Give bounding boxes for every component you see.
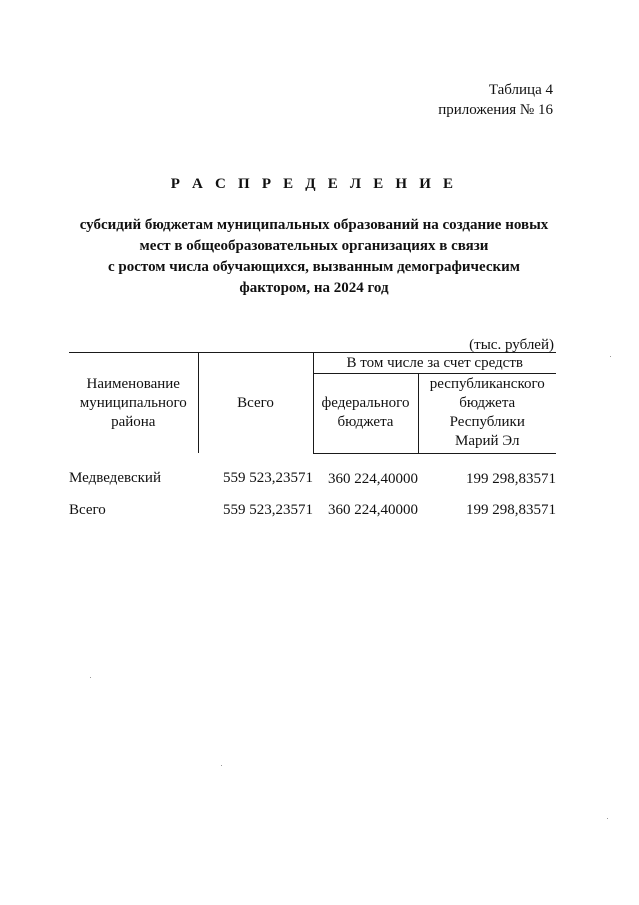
- header-republic-budget: республиканского бюджета Республики Марий Эл: [418, 374, 556, 453]
- scan-speck: [90, 677, 91, 678]
- cell-republic: 199 298,83571: [466, 501, 556, 518]
- annex-appendix-number: приложения № 16: [438, 102, 553, 118]
- subtitle-line: с ростом числа обучающихся, вызванным демографическим: [108, 259, 520, 275]
- header-federal-budget: федерального бюджета: [313, 374, 418, 453]
- cell-republic: 199 298,83571: [466, 470, 556, 487]
- scan-speck: [221, 765, 222, 766]
- annex-reference: [438, 80, 553, 120]
- header-total: Всего: [198, 353, 313, 454]
- cell-total: 559 523,23571: [223, 501, 313, 518]
- subtitle-line: мест в общеобразовательных организациях в связи: [139, 238, 489, 254]
- scan-speck: [610, 356, 611, 357]
- subtitle-line: субсидий бюджетам муниципальных образований на создание новых: [79, 217, 549, 233]
- cell-district: Всего: [69, 501, 106, 518]
- document-subtitle: [60, 215, 568, 299]
- table-row: [69, 453, 556, 495]
- cell-federal: 360 224,40000: [328, 470, 418, 487]
- header-district-name: Наименование муниципального района: [69, 353, 198, 454]
- table-row: [69, 495, 556, 526]
- cell-federal: 360 224,40000: [328, 501, 418, 518]
- document-title: Р А С П Р Е Д Е Л Е Н И Е: [170, 176, 458, 192]
- annex-table-number: Таблица 4: [488, 82, 553, 98]
- units-note: (тыс. рублей): [469, 337, 554, 353]
- subtitle-line: фактором, на 2024 год: [239, 280, 389, 296]
- cell-district: Медведевский: [69, 470, 161, 487]
- distribution-table: [69, 352, 556, 526]
- cell-total: 559 523,23571: [223, 470, 313, 487]
- scan-speck: [607, 818, 608, 819]
- header-funding-group: В том числе за счет средств: [313, 353, 556, 374]
